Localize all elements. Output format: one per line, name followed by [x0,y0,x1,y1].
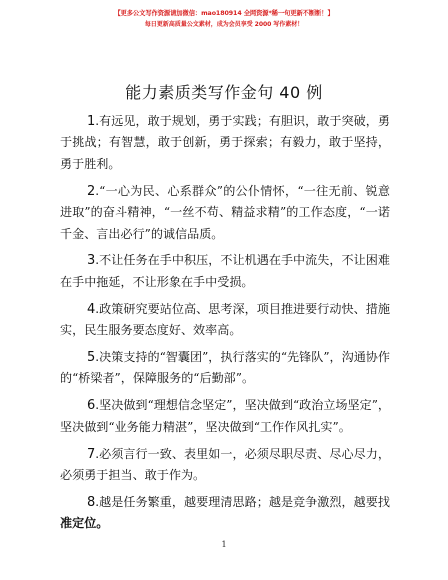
list-item: 4.政策研究要站位高、思考深，项目推进要行动快、措施实，民生服务要态度好、效率高。 [60,301,390,338]
item-number: 1 [87,114,96,129]
item-number: 3 [87,253,96,269]
item-number: 2 [87,183,96,199]
list-item: 1.有远见，敢于规划，勇于实践；有胆识，敢于突破，勇于挑战；有智慧，敢于创新，勇于探索；有毅力，敢于坚持，勇于胜利。 [60,114,390,171]
list-item: 8.越是任务繁重，越要理清思路；越是竞争激烈，越要找准定位。 [60,495,390,531]
item-number: 7 [87,446,96,462]
item-text: 越是任务繁重，越要理清思路；越是竞争激烈，越要找 [99,495,390,509]
item-text: 不让任务在手中积压，不让机遇在手中流失，不让困难在手中拖延，不让形象在手中受损。 [60,253,390,289]
item-text: 必须言行一致、表里如一，必须尽职尽责、尽心尽力，必须勇于担当、敢于作为。 [60,446,390,483]
item-text: 坚决做到“理想信念坚定”，坚决做到“政治立场坚定”，坚决做到“业务能力精湛”，坚决做到“工作作风扎实”。 [60,398,390,434]
item-text: 政策研究要站位高、思考深，项目推进要行动快、措施实，民生服务要态度好、效率高。 [60,301,390,338]
item-text: “一心为民、心系群众”的公仆情怀，“一往无前、锐意进取”的奋斗精神，“一丝不苟、精益求精”的工作态度，“一诺千金、言出必行”的诚信品质。 [60,183,390,241]
item-number: 6 [87,398,96,414]
item-text: 决策支持的“智囊团”，执行落实的“先锋队”，沟通协作的“桥梁者”，保障服务的“后勤部”。 [60,350,390,386]
document-title: 能力素质类写作金句 40 例 [125,83,323,102]
promo-banner-line-2: 每日更新高质量公文素材，成为会员享受 2000 写作素材！ [144,21,304,28]
list-item: 5.决策支持的“智囊团”，执行落实的“先锋队”，沟通协作的“桥梁者”，保障服务的“后勤部”。 [60,350,390,386]
promo-banner-line-1: 【更多公文写作资源请加微信：mao180914 全网资源*稀一句更新不断断！】 [114,10,334,17]
list-item: 3.不让任务在手中积压，不让机遇在手中流失，不让困难在手中拖延，不让形象在手中受损。 [60,253,390,289]
item-number: 4 [87,301,96,317]
list-item: 2.“一心为民、心系群众”的公仆情怀，“一往无前、锐意进取”的奋斗精神，“一丝不苟、精益求精”的工作态度，“一诺千金、言出必行”的诚信品质。 [60,183,390,241]
item-text-bold-tail: 准定位。 [60,516,109,531]
list-item: 6.坚决做到“理想信念坚定”，坚决做到“政治立场坚定”，坚决做到“业务能力精湛”，坚决做到“工作作风扎实”。 [60,398,390,434]
item-number: 5 [87,350,96,366]
item-text: 有远见，敢于规划，勇于实践；有胆识，敢于突破，勇于挑战；有智慧，敢于创新，勇于探索；有毅力，敢于坚持，勇于胜利。 [60,114,390,171]
list-item: 7.必须言行一致、表里如一，必须尽职尽责、尽心尽力，必须勇于担当、敢于作为。 [60,446,390,483]
item-number: 8 [87,495,96,510]
item-list [60,111,390,540]
page-number: 1 [221,540,227,549]
